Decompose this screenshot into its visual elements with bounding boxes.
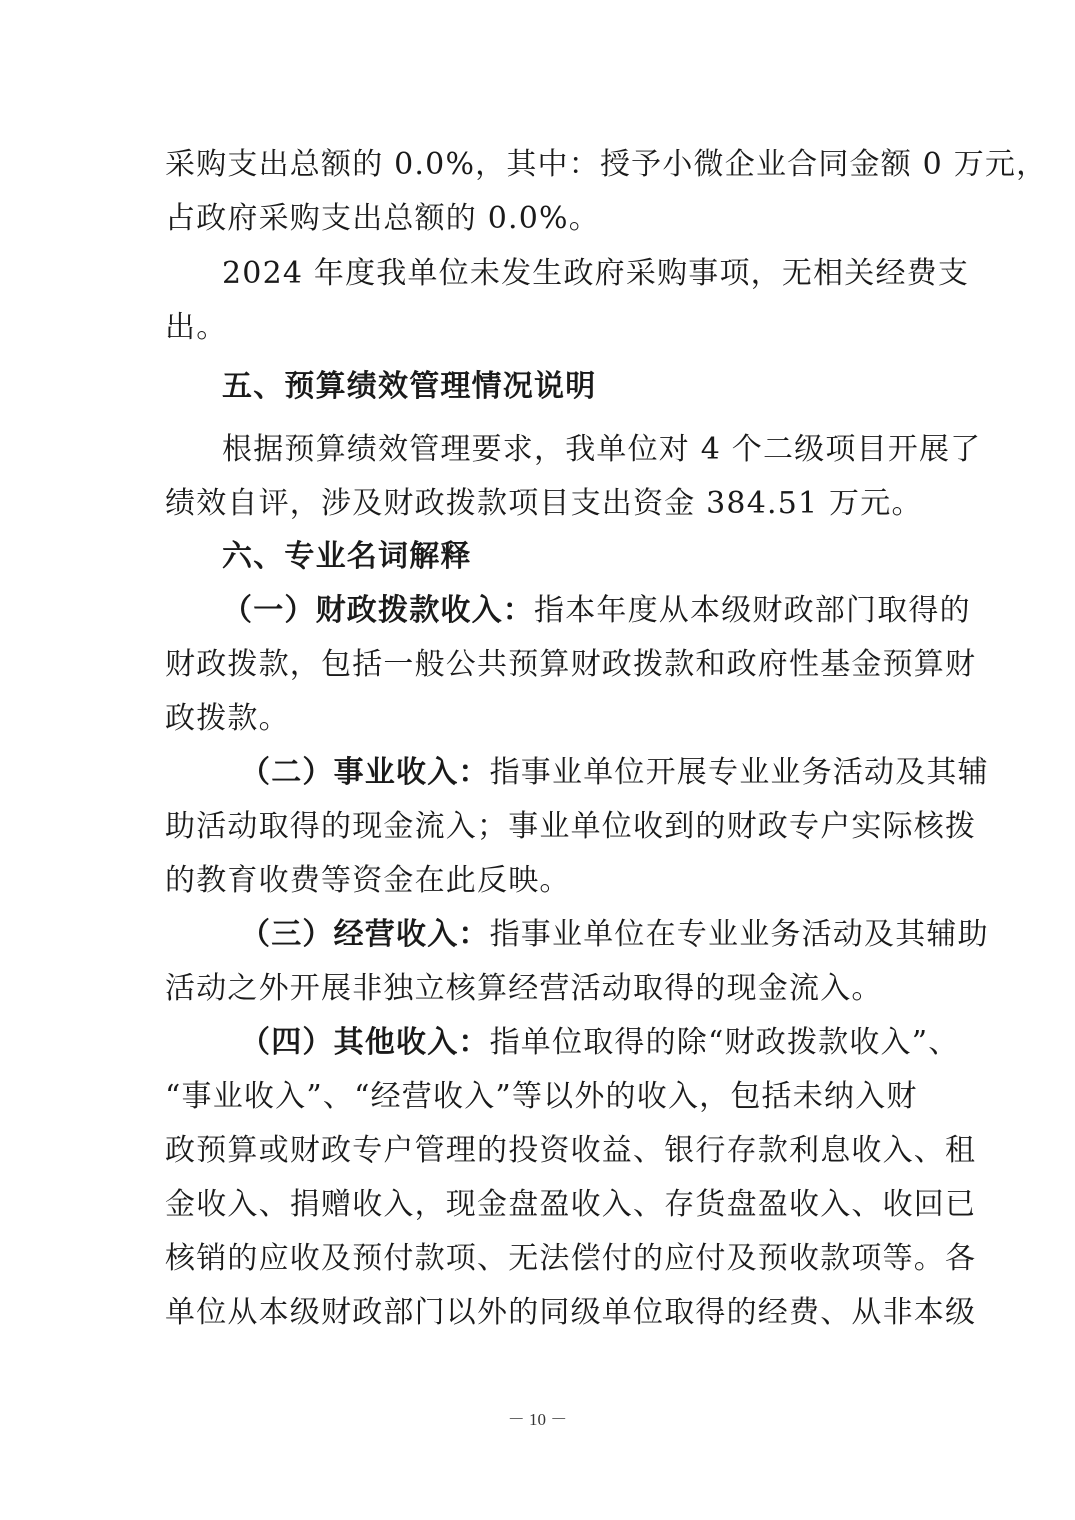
text-line: 政预算或财政专户管理的投资收益、银行存款利息收入、租 [165,1133,977,1168]
text-line: 根据预算绩效管理要求，我单位对 4 个二级项目开展了 [222,432,982,467]
term-title-2: （二）事业收入： [240,755,490,790]
section-heading-6: 六、专业名词解释 [222,539,472,574]
text-line: 采购支出总额的 0.0%，其中：授予小微企业合同金额 0 万元， [165,147,1048,182]
term-title-1: （一）财政拨款收入： [222,593,534,628]
term-definition: 指单位取得的除“财政拨款收入”、 [489,1025,960,1060]
text-line: 占政府采购支出总额的 0.0%。 [165,201,600,236]
text-line: 活动之外开展非独立核算经营活动取得的现金流入。 [165,971,883,1006]
term-definition: 指本年度从本级财政部门取得的 [534,593,971,628]
term-definition: 指事业单位在专业业务活动及其辅助 [489,917,989,952]
page-number: － 10 － [507,1410,568,1429]
text-line: “事业收入”、“经营收入”等以外的收入，包括未纳入财 [165,1079,918,1114]
text-line: 助活动取得的现金流入；事业单位收到的财政专户实际核拨 [165,809,977,844]
text-line: 核销的应收及预付款项、无法偿付的应付及预收款项等。各 [165,1241,977,1276]
text-line: 财政拨款，包括一般公共预算财政拨款和政府性基金预算财 [165,647,977,682]
text-line: 的教育收费等资金在此反映。 [165,863,571,898]
text-line: 金收入、捐赠收入，现金盘盈收入、存货盘盈收入、收回已 [165,1187,977,1222]
text-line: 2024 年度我单位未发生政府采购事项，无相关经费支 [222,256,970,291]
text-line: 单位从本级财政部门以外的同级单位取得的经费、从非本级 [165,1295,977,1330]
term-definition: 指事业单位开展专业业务活动及其辅 [489,755,989,790]
term-title-3: （三）经营收入： [240,917,490,952]
term-line [240,753,989,793]
term-line [240,1023,960,1063]
text-line: 出。 [165,310,228,345]
term-title-4: （四）其他收入： [240,1025,490,1060]
term-line [240,915,989,955]
term-line [222,591,971,631]
text-line: 绩效自评，涉及财政拨款项目支出资金 384.51 万元。 [165,486,923,521]
section-heading-5: 五、预算绩效管理情况说明 [222,369,597,404]
text-line: 政拨款。 [165,701,290,736]
